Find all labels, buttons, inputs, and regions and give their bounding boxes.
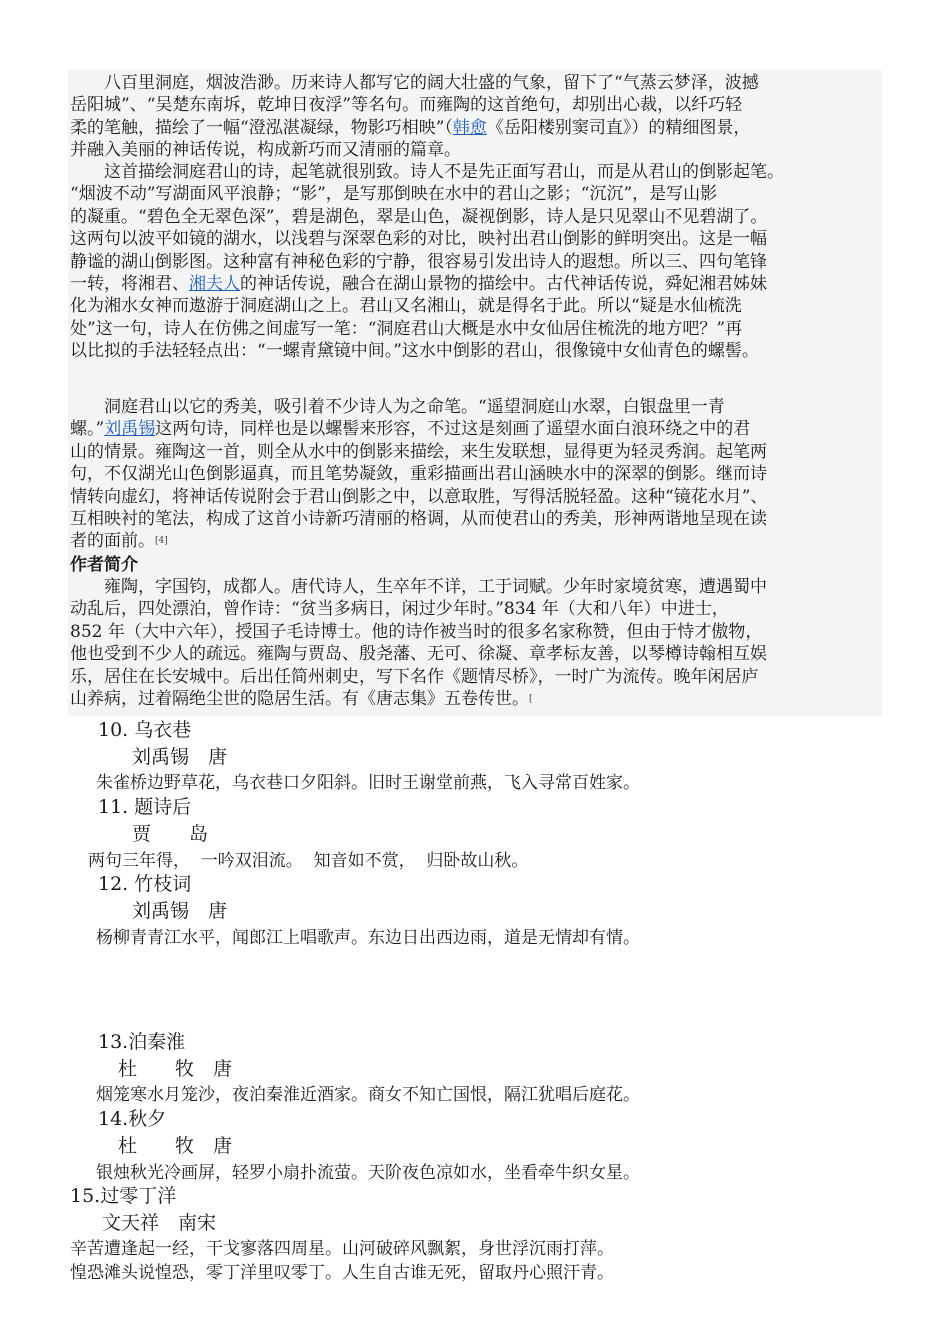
text-line: 他也受到不少人的疏远。雍陶与贾岛、殷尧藩、无可、徐凝、章孝标友善，以琴樽诗翰相互娱 (70, 644, 767, 665)
text-line: 的凝重。“碧色全无翠色深”，碧是湖色，翠是山色，凝视倒影，诗人是只见翠山不见碧湖了。 (70, 206, 768, 227)
text-line: 互相映衬的笔法，构成了这首小诗新巧清丽的格调，从而使君山的秀美，形神两谐地呈现在读 (70, 509, 767, 530)
text-line: 静谧的湖山倒影图。这种富有神秘色彩的宁静，很容易引发出诗人的遐想。所以三、四句笔锋 (70, 251, 767, 272)
poem-line: 惶恐滩头说惶恐，零丁洋里叹零丁。人生自古谁无死，留取丹心照汗青。 (70, 1263, 614, 1283)
link-liu-yu-xi[interactable]: 刘禹锡 (104, 419, 156, 440)
poem-title: 14.秋夕 (98, 1108, 167, 1130)
link-xiang-fu-ren[interactable]: 湘夫人 (189, 274, 240, 295)
text-line: 一转，将湘君、湘夫人的神话传说，融合在湖山景物的描绘中。古代神话传说，舜妃湘君姊妹 (70, 274, 767, 295)
text-line: 这两句以波平如镜的湖水，以浅碧与深翠色彩的对比，映衬出君山倒影的鲜明突出。这是一幅 (70, 229, 767, 250)
poem-line: 烟笼寒水月笼沙，夜泊秦淮近酒家。商女不知亡国恨，隔江犹唱后庭花。 (96, 1085, 640, 1105)
poem-author: 贾 岛 (132, 823, 209, 845)
text-line: 者的面前。[4] (70, 531, 168, 552)
footnote-ref[interactable]: [4] (155, 536, 168, 547)
poem-author: 杜 牧 唐 (118, 1058, 233, 1080)
commentary-paragraph-1 (70, 72, 882, 162)
poem-author: 刘禹锡 唐 (132, 900, 228, 922)
text-line: 岳阳城”、“吴楚东南坼，乾坤日夜浮”等名句。而雍陶的这首绝句，却别出心裁，以纤巧轻 (70, 95, 743, 116)
text-line: 化为湘水女神而遨游于洞庭湖山之上。君山又名湘山，就是得名于此。所以“疑是水仙梳洗 (70, 296, 742, 317)
poem-title: 13.泊秦淮 (98, 1031, 186, 1053)
poem-title: 15.过零丁洋 (70, 1185, 177, 1207)
text-line: 这首描绘洞庭君山的诗，起笔就很别致。诗人不是先正面写君山，而是从君山的倒影起笔。 (104, 162, 784, 182)
text-line: 八百里洞庭，烟波浩渺。历来诗人都写它的阔大壮盛的气象，留下了“气蒸云梦泽，波撼 (104, 73, 759, 93)
text-line: “烟波不动”写湖面风平浪静；“影”，是写那倒映在水中的君山之影；“沉沉”，是写山影 (70, 184, 718, 205)
text-line: 以比拟的手法轻轻点出：“一螺青黛镜中间。”这水中倒影的君山，很像镜中女仙青色的螺髻。 (70, 341, 759, 362)
poem-line: 杨柳青青江水平，闻郎江上唱歌声。东边日出西边雨，道是无情却有情。 (96, 928, 640, 948)
poem-author: 文天祥 南宋 (102, 1212, 217, 1234)
poem-title: 10. 乌衣巷 (98, 719, 192, 741)
poem-author: 刘禹锡 唐 (132, 746, 228, 768)
commentary-paragraph-3 (70, 396, 882, 553)
text-line: 螺。”刘禹锡这两句诗，同样也是以螺髻来形容，不过这是刻画了遥望水面白浪环绕之中的君 (70, 419, 751, 440)
poem-line: 银烛秋光冷画屏，轻罗小扇扑流萤。天阶夜色凉如水，坐看牵牛织女星。 (96, 1163, 640, 1183)
text-line: 山的情景。雍陶这一首，则全从水中的倒影来描绘，来生发联想，显得更为轻灵秀润。起笔两 (70, 441, 767, 462)
text-line: 动乱后，四处漂泊，曾作诗：“贫当多病日，闲过少年时。”834 年（大和八年）中进士， (70, 599, 729, 620)
author-paragraph (70, 576, 882, 710)
text-line: 处”这一句，诗人在仿佛之间虚写一笔：“洞庭君山大概是水中女仙居住梳洗的地方吧？”再 (70, 318, 743, 339)
text-line: 情转向虚幻，将神话传说附会于君山倒影之中，以意取胜，写得活脱轻盈。这种“镜花水月”、 (70, 486, 768, 507)
author-heading: 作者简介 (70, 555, 138, 575)
text-line: 洞庭君山以它的秀美，吸引着不少诗人为之命笔。“遥望洞庭山水翠，白银盘里一青 (104, 397, 725, 417)
text-line: 雍陶，字国钧，成都人。唐代诗人，生卒年不详，工于词赋。少年时家境贫寒，遭遇蜀中 (104, 577, 767, 597)
poem-author: 杜 牧 唐 (118, 1135, 233, 1157)
text-line: 山养病，过着隔绝尘世的隐居生活。有《唐志集》五卷传世。[ (70, 689, 533, 710)
poem-line: 朱雀桥边野草花，乌衣巷口夕阳斜。旧时王谢堂前燕，飞入寻常百姓家。 (96, 773, 640, 793)
text-line: 句，不仅湖光山色倒影逼真，而且笔势凝敛，重彩描画出君山涵映水中的深翠的倒影。继而诗 (70, 464, 767, 485)
text-line: 852 年（大中六年），授国子毛诗博士。他的诗作被当时的很多名家称赞，但由于恃才傲物， (70, 621, 763, 642)
text-line: 乐，居住在长安城中。后出任简州刺史，写下名作《题情尽桥》，一时广为流传。晚年闲居庐 (70, 666, 759, 687)
poem-title: 12. 竹枝词 (98, 873, 192, 895)
text-line: 柔的笔触，描绘了一幅“澄泓湛凝绿，物影巧相映”（韩愈《岳阳楼别窦司直》）的精细图景， (70, 117, 751, 138)
poem-line: 两句三年得， 一吟双泪流。 知音如不赏， 归卧故山秋。 (88, 851, 529, 871)
text-line: 并融入美丽的神话传说，构成新巧而又清丽的篇章。 (70, 140, 461, 161)
poem-title: 11. 题诗后 (98, 796, 192, 818)
poem-line: 辛苦遭逢起一经，干戈寥落四周星。山河破碎风飘絮，身世浮沉雨打萍。 (70, 1239, 614, 1259)
commentary-paragraph-2 (70, 161, 882, 363)
link-han-yu[interactable]: 韩愈 (452, 117, 487, 138)
footnote-ref[interactable]: [ (529, 694, 533, 705)
